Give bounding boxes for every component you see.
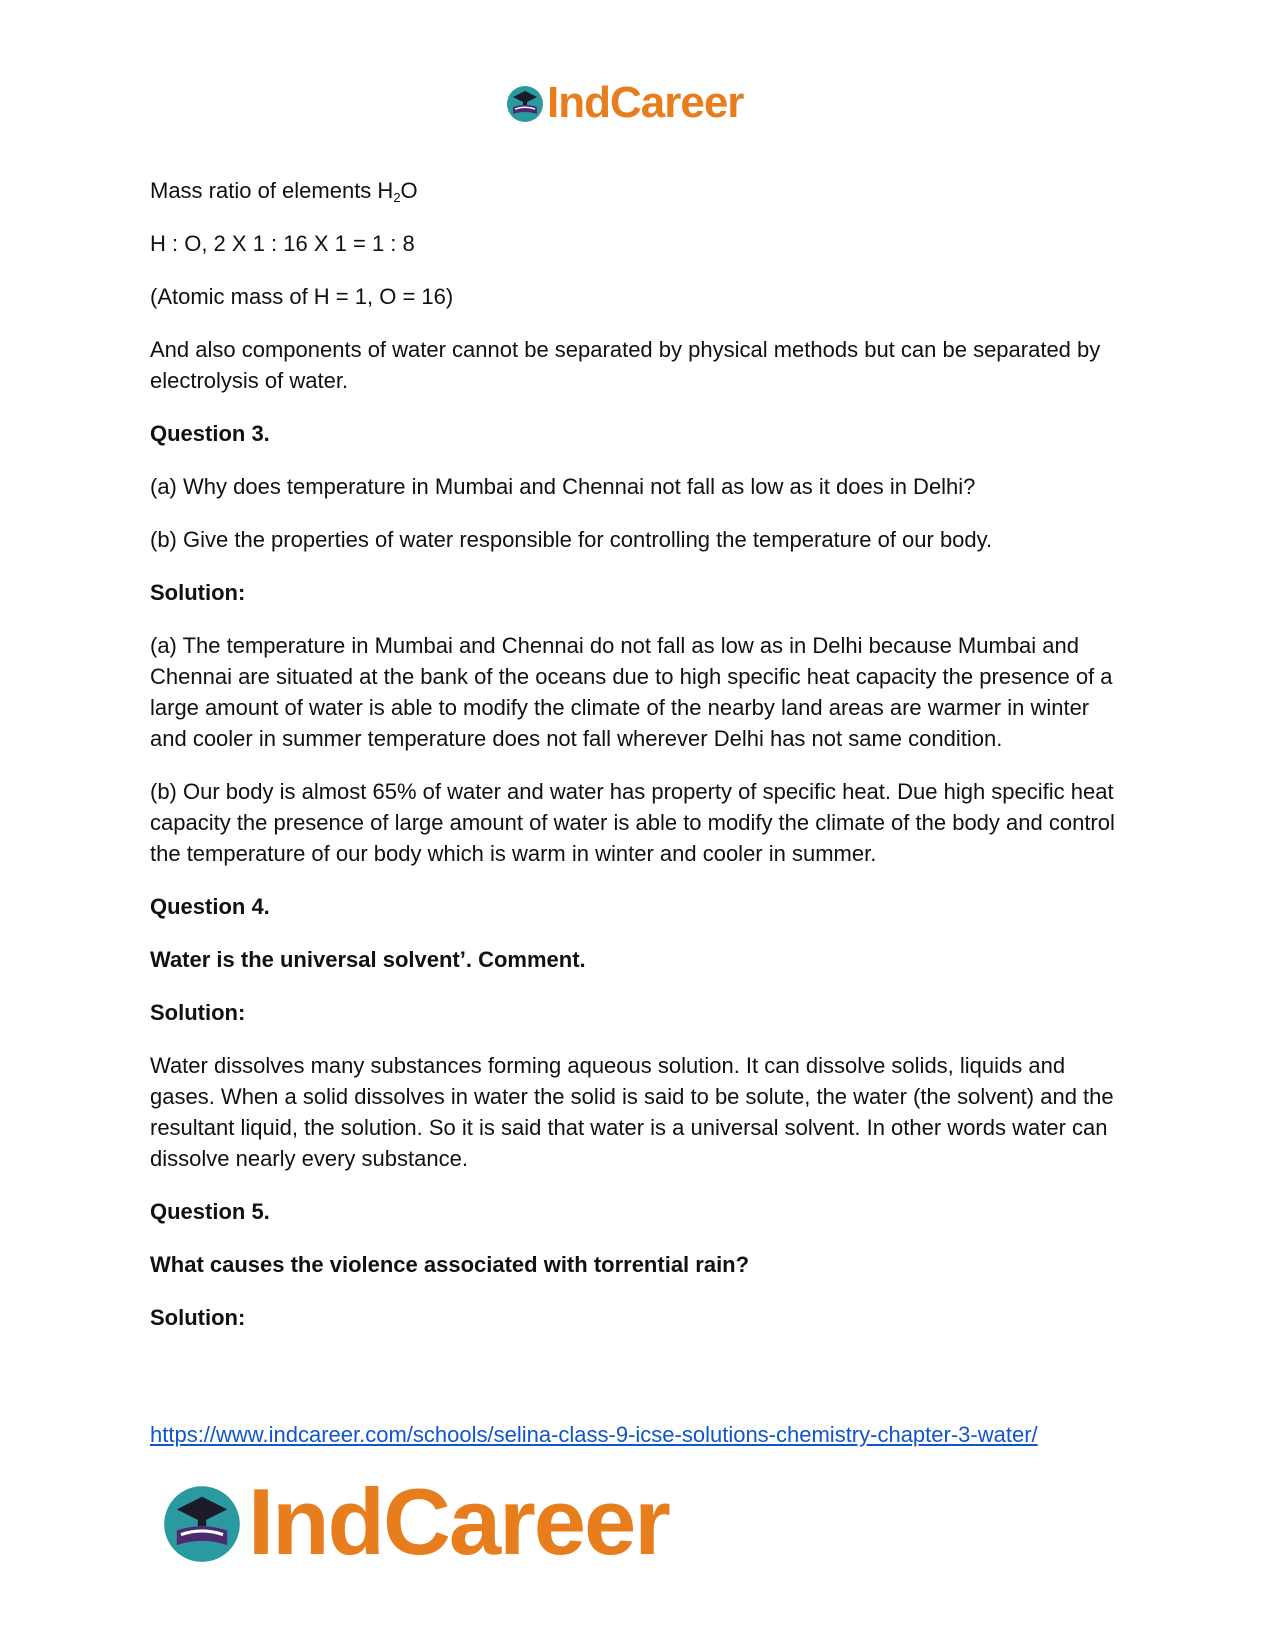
question-3-part-b: (b) Give the properties of water responsible for controlling the temperature of our body.	[150, 527, 993, 552]
question-4-text: Water is the universal solvent’. Comment.	[150, 947, 586, 972]
atomic-mass-note: (Atomic mass of H = 1, O = 16)	[150, 284, 454, 309]
solution-3-part-a: (a) The temperature in Mumbai and Chennai do not fall as low as in Delhi because Mumbai and Chennai are situated at the bank of the oceans due to high specific heat capacity the presence of a large amount of water is able to modify the climate of the nearby land areas are warmer in winter and cooler in summer temperature does not fall wherever Delhi has not same condition.	[150, 633, 1113, 751]
text: O	[400, 178, 418, 203]
question-5-text: What causes the violence associated with torrential rain?	[150, 1252, 750, 1277]
solution-heading: Solution:	[150, 580, 246, 605]
indcareer-logo-header	[505, 78, 743, 128]
document-body	[150, 175, 1130, 1355]
solution-heading: Solution:	[150, 1000, 246, 1025]
question-5-heading: Question 5.	[150, 1199, 270, 1224]
solution-4-text: Water dissolves many substances forming aqueous solution. It can dissolve solids, liquids and gases. When a solid dissolves in water the solid is said to be solute, the water (the solvent) and the resultant liquid, the solution. So it is said that water is a universal solvent. In other words water can dissolve nearly every substance.	[150, 1053, 1114, 1171]
graduation-book-icon	[505, 83, 545, 123]
paragraph: And also components of water cannot be separated by physical methods but can be separated by electrolysis of water.	[150, 337, 1101, 393]
graduation-book-icon	[160, 1480, 244, 1564]
solution-heading: Solution:	[150, 1305, 246, 1330]
source-url-link[interactable]: https://www.indcareer.com/schools/selina-class-9-icse-solutions-chemistry-chapter-3-water/	[150, 1422, 1038, 1447]
subscript: 2	[393, 190, 401, 205]
text: Mass ratio of elements H	[150, 178, 394, 203]
logo-wordmark: IndCareer	[547, 78, 744, 127]
logo-wordmark: IndCareer	[248, 1469, 669, 1574]
question-3-part-a: (a) Why does temperature in Mumbai and Chennai not fall as low as it does in Delhi?	[150, 474, 976, 499]
indcareer-logo-footer	[160, 1468, 669, 1576]
solution-3-part-b: (b) Our body is almost 65% of water and water has property of specific heat. Due high specific heat capacity the presence of large amount of water is able to modify the climate of the body and control the temperature of our body which is warm in winter and cooler in summer.	[150, 779, 1115, 866]
ratio-calculation: H : O, 2 X 1 : 16 X 1 = 1 : 8	[150, 231, 415, 256]
question-3-heading: Question 3.	[150, 421, 270, 446]
question-4-heading: Question 4.	[150, 894, 270, 919]
mass-ratio-line	[150, 175, 1130, 206]
